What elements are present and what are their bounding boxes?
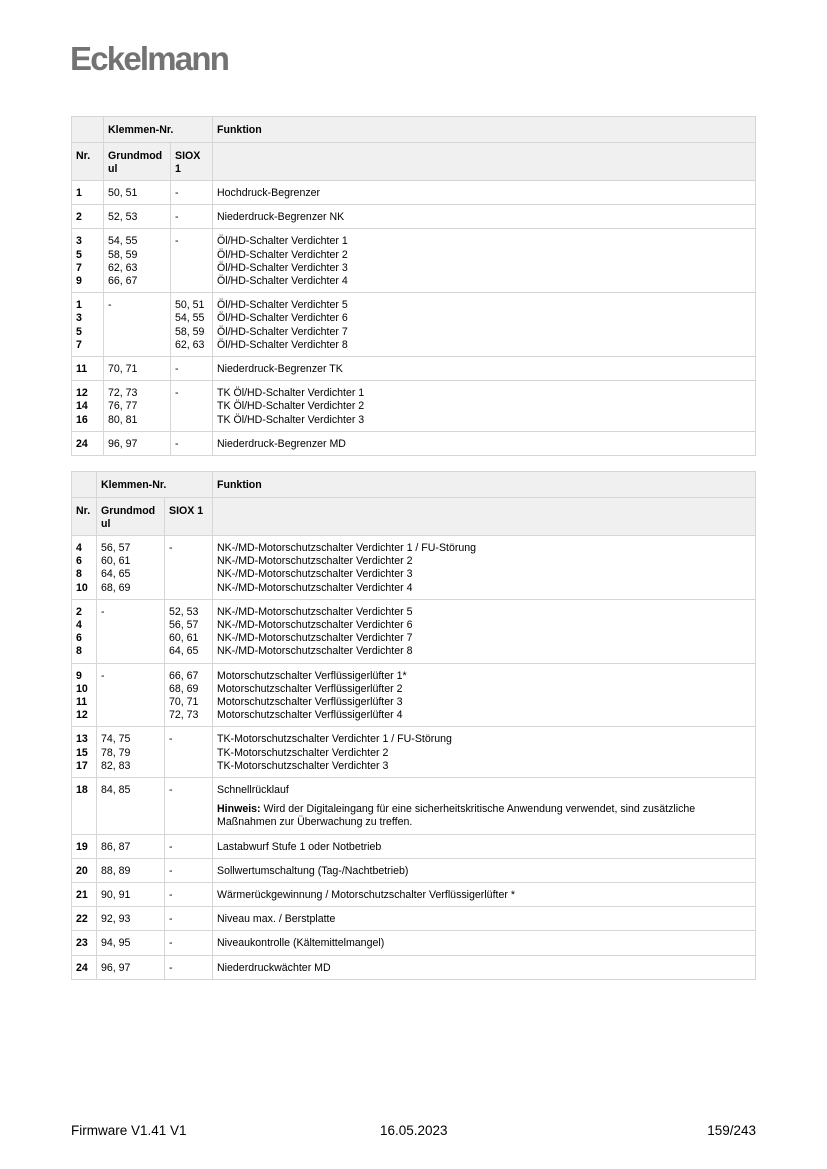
function-text: Wärmerückgewinnung / Motorschutzschalter Verflüssigerlüfter * <box>217 889 515 902</box>
terminal-number: 84, 85 <box>101 784 131 797</box>
row-grundmodul-cell <box>97 858 165 882</box>
function-text: NK-/MD-Motorschutzschalter Verdichter 2 <box>217 555 413 568</box>
row-siox-cell <box>171 293 213 357</box>
row-grundmodul-cell <box>97 883 165 907</box>
terminal-table-2 <box>71 471 756 980</box>
row-number: 1 <box>76 299 82 312</box>
row-siox-cell <box>171 381 213 432</box>
function-text: Motorschutzschalter Verflüssigerlüfter 2 <box>217 682 403 695</box>
row-grundmodul-cell <box>104 357 171 381</box>
terminal-number: 54, 55 <box>175 312 205 325</box>
terminal-number: 50, 51 <box>175 299 205 312</box>
terminal-number: 96, 97 <box>108 437 138 450</box>
row-number: 1 <box>76 187 82 199</box>
row-number: 5 <box>76 248 82 261</box>
row-number: 2 <box>76 605 82 618</box>
hint-note <box>217 803 751 829</box>
row-funktion-cell <box>213 907 756 931</box>
terminal-number: 82, 83 <box>101 759 131 772</box>
terminal-number: 86, 87 <box>101 840 131 853</box>
row-nr-cell <box>72 858 97 882</box>
table-row <box>72 431 756 455</box>
row-number: 15 <box>76 746 88 759</box>
terminal-number: - <box>175 187 179 199</box>
row-funktion-cell <box>213 931 756 955</box>
terminal-number: 70, 71 <box>169 696 199 709</box>
row-number: 11 <box>76 363 88 376</box>
function-text: Öl/HD-Schalter Verdichter 7 <box>217 325 348 338</box>
row-nr-cell <box>72 778 97 835</box>
row-nr-cell <box>72 727 97 778</box>
terminal-number: 58, 59 <box>108 248 138 261</box>
terminal-number: - <box>175 363 179 376</box>
row-number: 5 <box>76 325 82 338</box>
terminal-number: 64, 65 <box>169 645 199 658</box>
hint-text: Wird der Digitaleingang für eine sicherheitskritische Anwendung verwendet, sind zusätzliche Maßnahmen zur Überwachung zu treffen. <box>217 803 696 829</box>
row-grundmodul-cell <box>97 599 165 663</box>
row-grundmodul-cell <box>104 205 171 229</box>
terminal-number: 72, 73 <box>108 387 138 400</box>
function-text: NK-/MD-Motorschutzschalter Verdichter 3 <box>217 568 413 581</box>
terminal-number: 52, 53 <box>108 211 138 224</box>
function-text: Öl/HD-Schalter Verdichter 2 <box>217 248 348 261</box>
row-grundmodul-cell <box>97 663 165 727</box>
function-text: Öl/HD-Schalter Verdichter 4 <box>217 275 348 288</box>
table-row <box>72 883 756 907</box>
row-number: 12 <box>76 709 88 722</box>
terminal-number: 54, 55 <box>108 235 138 248</box>
header-empty-cell <box>72 472 97 498</box>
terminal-number: 52, 53 <box>169 605 199 618</box>
function-text: Motorschutzschalter Verflüssigerlüfter 4 <box>217 709 403 722</box>
function-text: Niveaukontrolle (Kältemittelmangel) <box>217 937 385 950</box>
function-text: NK-/MD-Motorschutzschalter Verdichter 6 <box>217 619 413 632</box>
function-text: Öl/HD-Schalter Verdichter 3 <box>217 261 348 274</box>
row-siox-cell <box>165 858 213 882</box>
row-grundmodul-cell <box>97 955 165 979</box>
function-text: Öl/HD-Schalter Verdichter 1 <box>217 235 348 248</box>
function-text: Öl/HD-Schalter Verdichter 8 <box>217 338 348 351</box>
row-funktion-cell <box>213 357 756 381</box>
table-row <box>72 858 756 882</box>
row-nr-cell <box>72 663 97 727</box>
terminal-number: - <box>175 211 179 224</box>
header-funktion: Funktion <box>213 472 756 498</box>
terminal-number: 72, 73 <box>169 709 199 722</box>
header-grundmodul: Grundmod ul <box>97 498 165 536</box>
eckelmann-logo: Eckelmann <box>70 40 229 77</box>
table-row <box>72 931 756 955</box>
table-row <box>72 293 756 357</box>
table-row <box>72 727 756 778</box>
function-text: TK-Motorschutzschalter Verdichter 1 / FU-Störung <box>217 733 452 746</box>
row-nr-cell <box>72 883 97 907</box>
function-text: Niederdruck-Begrenzer TK <box>217 363 343 376</box>
function-text: NK-/MD-Motorschutzschalter Verdichter 7 <box>217 632 413 645</box>
row-siox-cell <box>165 883 213 907</box>
header-grundmodul: Grundmod ul <box>104 143 171 181</box>
row-nr-cell <box>72 381 104 432</box>
table-row <box>72 663 756 727</box>
row-siox-cell <box>171 205 213 229</box>
row-siox-cell <box>165 727 213 778</box>
terminal-number: 50, 51 <box>108 187 138 199</box>
terminal-number: 66, 67 <box>108 275 138 288</box>
function-text: Motorschutzschalter Verflüssigerlüfter 1* <box>217 669 407 682</box>
table-row <box>72 834 756 858</box>
row-siox-cell <box>165 907 213 931</box>
terminal-number: 64, 65 <box>101 568 131 581</box>
row-number: 4 <box>76 542 82 554</box>
function-text: Öl/HD-Schalter Verdichter 6 <box>217 312 348 325</box>
row-nr-cell <box>72 205 104 229</box>
header-siox: SIOX 1 <box>165 498 213 536</box>
header-nr: Nr. <box>72 498 97 536</box>
row-number: 12 <box>76 387 88 400</box>
row-nr-cell <box>72 357 104 381</box>
row-funktion-cell <box>213 663 756 727</box>
row-number: 9 <box>76 669 82 682</box>
terminal-number: - <box>175 235 179 248</box>
terminal-number: 60, 61 <box>169 632 199 645</box>
row-number: 4 <box>76 619 82 632</box>
terminal-number: - <box>101 669 105 682</box>
terminal-number: - <box>169 733 173 746</box>
table-row <box>72 229 756 293</box>
row-siox-cell <box>165 955 213 979</box>
table-row <box>72 955 756 979</box>
row-grundmodul-cell <box>97 536 165 600</box>
row-funktion-cell <box>213 431 756 455</box>
row-nr-cell <box>72 931 97 955</box>
row-number: 19 <box>76 840 88 853</box>
terminal-number: - <box>169 840 173 853</box>
row-number: 9 <box>76 275 82 288</box>
row-grundmodul-cell <box>104 229 171 293</box>
function-text: NK-/MD-Motorschutzschalter Verdichter 1 / FU-Störung <box>217 542 477 554</box>
terminal-number: - <box>101 605 105 618</box>
row-grundmodul-cell <box>104 381 171 432</box>
row-grundmodul-cell <box>97 931 165 955</box>
terminal-number: 68, 69 <box>101 581 131 594</box>
terminal-number: 70, 71 <box>108 363 138 376</box>
table-row <box>72 536 756 600</box>
terminal-number: 94, 95 <box>101 937 131 950</box>
terminal-number: 92, 93 <box>101 913 131 926</box>
function-text: NK-/MD-Motorschutzschalter Verdichter 8 <box>217 645 413 658</box>
row-funktion-cell <box>213 834 756 858</box>
row-nr-cell <box>72 293 104 357</box>
row-funktion-cell <box>213 381 756 432</box>
terminal-number: 56, 57 <box>101 542 131 554</box>
hint-label: Hinweis: <box>217 803 261 816</box>
terminal-number: - <box>169 784 173 797</box>
terminal-number: - <box>169 937 173 950</box>
row-funktion-cell <box>213 727 756 778</box>
function-text: Niederdruck-Begrenzer NK <box>217 211 345 224</box>
function-text: Sollwertumschaltung (Tag-/Nachtbetrieb) <box>217 864 409 877</box>
footer-page-number: 159/243 <box>707 1123 756 1138</box>
row-nr-cell <box>72 431 104 455</box>
table-row <box>72 381 756 432</box>
terminal-number: 62, 63 <box>175 338 205 351</box>
row-siox-cell <box>171 357 213 381</box>
header-funktion: Funktion <box>213 117 756 143</box>
row-funktion-cell <box>213 599 756 663</box>
row-number: 8 <box>76 568 82 581</box>
row-siox-cell <box>165 536 213 600</box>
row-nr-cell <box>72 536 97 600</box>
terminal-number: - <box>175 387 179 400</box>
header-nr: Nr. <box>72 143 104 181</box>
row-number: 2 <box>76 211 82 224</box>
terminal-number: - <box>108 299 112 312</box>
function-text: TK Öl/HD-Schalter Verdichter 3 <box>217 413 365 426</box>
terminal-number: - <box>169 889 173 902</box>
row-siox-cell <box>165 931 213 955</box>
terminal-number: 60, 61 <box>101 555 131 568</box>
row-nr-cell <box>72 181 104 205</box>
row-number: 24 <box>76 961 88 974</box>
header-funktion-empty <box>213 498 756 536</box>
row-siox-cell <box>171 181 213 205</box>
row-number: 23 <box>76 937 88 950</box>
header-siox: SIOX 1 <box>171 143 213 181</box>
terminal-number: 66, 67 <box>169 669 199 682</box>
row-number: 7 <box>76 338 82 351</box>
function-text: Lastabwurf Stufe 1 oder Notbetrieb <box>217 840 382 853</box>
row-grundmodul-cell <box>104 293 171 357</box>
row-siox-cell <box>165 599 213 663</box>
table-row <box>72 181 756 205</box>
row-nr-cell <box>72 834 97 858</box>
table-row <box>72 907 756 931</box>
terminal-number: - <box>169 542 173 554</box>
header-empty-cell <box>72 117 104 143</box>
table-1-body <box>72 181 756 456</box>
row-funktion-cell <box>213 858 756 882</box>
row-siox-cell <box>165 834 213 858</box>
row-siox-cell <box>165 663 213 727</box>
function-text: Hochdruck-Begrenzer <box>217 187 321 199</box>
function-text: NK-/MD-Motorschutzschalter Verdichter 5 <box>217 605 413 618</box>
function-text: TK Öl/HD-Schalter Verdichter 1 <box>217 387 365 400</box>
row-number: 22 <box>76 913 88 926</box>
terminal-number: - <box>169 913 173 926</box>
row-grundmodul-cell <box>97 907 165 931</box>
row-funktion-cell <box>213 883 756 907</box>
row-number: 17 <box>76 759 88 772</box>
function-text: Niederdruck-Begrenzer MD <box>217 437 346 450</box>
row-grundmodul-cell <box>104 431 171 455</box>
table-row <box>72 357 756 381</box>
header-klemmen: Klemmen-Nr. <box>104 117 213 143</box>
function-text: NK-/MD-Motorschutzschalter Verdichter 4 <box>217 581 413 594</box>
row-funktion-cell <box>213 181 756 205</box>
row-funktion-cell <box>213 229 756 293</box>
row-grundmodul-cell <box>97 834 165 858</box>
row-number: 3 <box>76 235 82 248</box>
function-text: Niederdruckwächter MD <box>217 961 331 974</box>
row-number: 3 <box>76 312 82 325</box>
terminal-number: - <box>169 864 173 877</box>
row-siox-cell <box>165 778 213 835</box>
function-text: Niveau max. / Berstplatte <box>217 913 336 926</box>
terminal-number: 90, 91 <box>101 889 131 902</box>
terminal-number: 80, 81 <box>108 413 138 426</box>
row-nr-cell <box>72 955 97 979</box>
row-number: 10 <box>76 682 88 695</box>
row-funktion-cell <box>213 293 756 357</box>
row-funktion-cell <box>213 205 756 229</box>
row-nr-cell <box>72 229 104 293</box>
function-text: TK Öl/HD-Schalter Verdichter 2 <box>217 400 365 413</box>
table-2-body <box>72 536 756 980</box>
terminal-number: - <box>175 437 179 450</box>
row-grundmodul-cell <box>97 727 165 778</box>
row-funktion-cell <box>213 955 756 979</box>
terminal-number: 76, 77 <box>108 400 138 413</box>
terminal-number: 58, 59 <box>175 325 205 338</box>
footer-date: 16.05.2023 <box>380 1123 448 1138</box>
row-grundmodul-cell <box>97 778 165 835</box>
row-number: 7 <box>76 261 82 274</box>
terminal-number: 62, 63 <box>108 261 138 274</box>
terminal-number: 96, 97 <box>101 961 131 974</box>
row-funktion-cell <box>213 536 756 600</box>
row-siox-cell <box>171 431 213 455</box>
terminal-number: 74, 75 <box>101 733 131 746</box>
row-number: 14 <box>76 400 88 413</box>
row-funktion-cell <box>213 778 756 835</box>
terminal-number: - <box>169 961 173 974</box>
terminal-number: 56, 57 <box>169 619 199 632</box>
row-number: 6 <box>76 555 82 568</box>
function-text: Schnellrücklauf <box>217 784 289 797</box>
table-row <box>72 599 756 663</box>
terminal-number: 88, 89 <box>101 864 131 877</box>
header-funktion-empty <box>213 143 756 181</box>
row-number: 6 <box>76 632 82 645</box>
row-nr-cell <box>72 907 97 931</box>
terminal-number: 78, 79 <box>101 746 131 759</box>
function-text: Motorschutzschalter Verflüssigerlüfter 3 <box>217 696 403 709</box>
function-text: TK-Motorschutzschalter Verdichter 3 <box>217 759 389 772</box>
row-number: 16 <box>76 413 88 426</box>
row-number: 21 <box>76 889 88 902</box>
function-text: Öl/HD-Schalter Verdichter 5 <box>217 299 348 312</box>
function-text: TK-Motorschutzschalter Verdichter 2 <box>217 746 389 759</box>
row-nr-cell <box>72 599 97 663</box>
table-row <box>72 778 756 835</box>
header-klemmen: Klemmen-Nr. <box>97 472 213 498</box>
row-number: 10 <box>76 581 88 594</box>
row-number: 20 <box>76 864 88 877</box>
table-row <box>72 205 756 229</box>
row-number: 8 <box>76 645 82 658</box>
row-siox-cell <box>171 229 213 293</box>
row-number: 18 <box>76 784 88 797</box>
row-grundmodul-cell <box>104 181 171 205</box>
terminal-table-1 <box>71 116 756 456</box>
footer-firmware: Firmware V1.41 V1 <box>71 1123 187 1138</box>
row-number: 24 <box>76 437 88 450</box>
row-number: 13 <box>76 733 88 746</box>
terminal-number: 68, 69 <box>169 682 199 695</box>
row-number: 11 <box>76 696 88 709</box>
